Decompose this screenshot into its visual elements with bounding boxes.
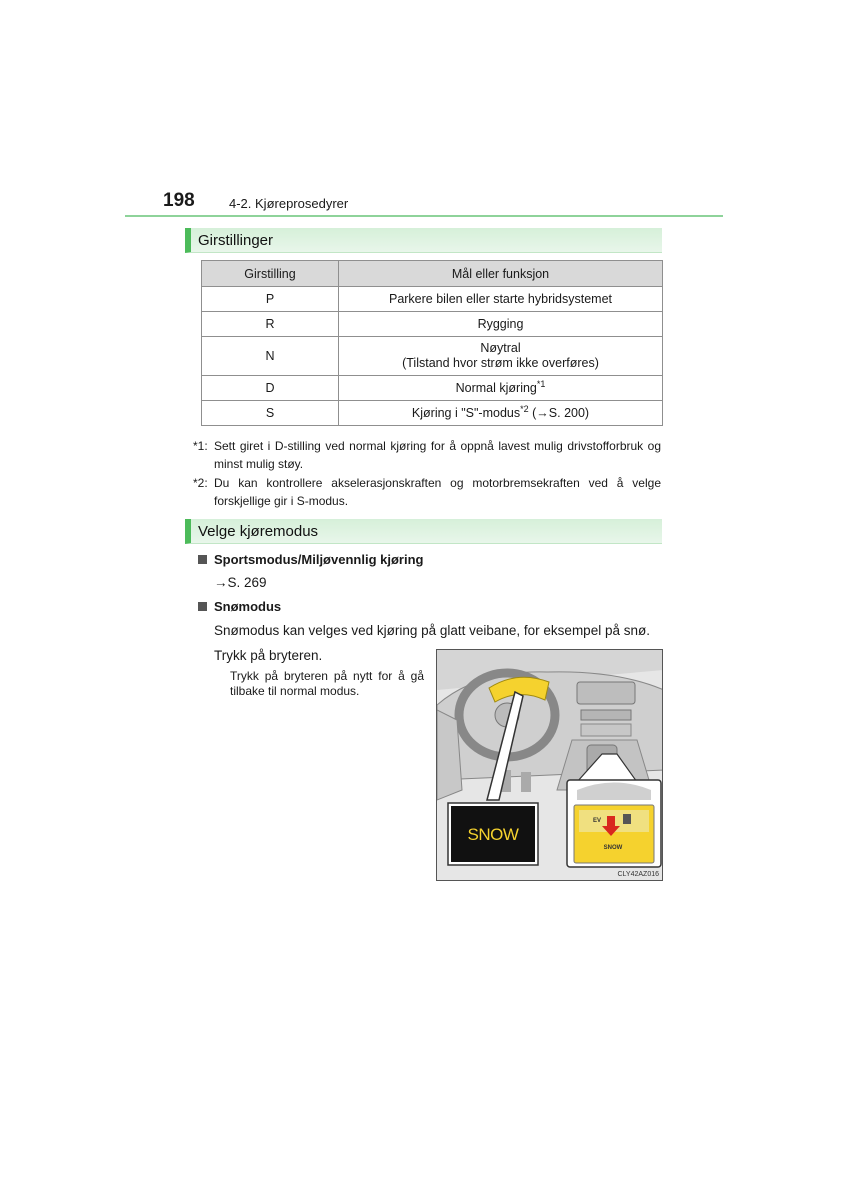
gear-function xyxy=(339,376,663,401)
bullet-sport-eco xyxy=(198,552,423,567)
footnote-mark: *2: xyxy=(193,476,208,490)
table-row xyxy=(202,401,663,426)
switch-snow-label: SNOW xyxy=(603,845,623,851)
footnote-1 xyxy=(193,437,661,473)
footnote-2 xyxy=(193,474,661,510)
sub-instruction-text: Trykk på bryteren på nytt for å gå tilbake til normal modus. xyxy=(230,669,424,698)
table-row xyxy=(202,376,663,401)
dashboard-illustration xyxy=(436,649,663,881)
bullet-square-icon xyxy=(198,555,207,564)
snow-mode-description: Snømodus kan velges ved kjøring på glatt veibane, for eksempel på snø. xyxy=(214,623,650,638)
page-reference: →S. 269 xyxy=(214,575,267,590)
bullet-snow-mode xyxy=(198,599,281,614)
dashboard-drawing xyxy=(437,650,663,881)
footnote-ref: *2 xyxy=(520,403,529,414)
table-row xyxy=(202,337,663,376)
gear-position: D xyxy=(202,376,339,401)
header-rule xyxy=(125,215,723,217)
bullet-heading: Sportsmodus/Miljøvennlig kjøring xyxy=(214,552,424,567)
gear-function: Rygging xyxy=(339,312,663,337)
gear-function xyxy=(339,337,663,376)
footnote-text: Du kan kontrollere akselerasjonskraften og motorbremsekraften ved å velge forskjellige gir i S-modus. xyxy=(214,476,661,508)
gear-function-line1: Nøytral xyxy=(480,341,521,355)
section-title: Velge kjøremodus xyxy=(198,523,319,540)
gear-function-text: Kjøring i "S"-modus xyxy=(411,406,521,420)
instruction-text: Trykk på bryteren. xyxy=(214,648,323,663)
figure-code: CLY42AZ016 xyxy=(617,871,659,878)
switch-ev-label: EV xyxy=(592,818,602,824)
footnote-mark: *1: xyxy=(193,439,208,453)
gear-position: N xyxy=(202,337,339,376)
table-header-row xyxy=(202,261,663,287)
table-row xyxy=(202,287,663,312)
gear-position: R xyxy=(202,312,339,337)
page-number: 198 xyxy=(163,190,195,211)
gear-position: P xyxy=(202,287,339,312)
gear-function: Parkere bilen eller starte hybridsystemet xyxy=(339,287,663,312)
gear-function-line2: (Tilstand hvor strøm ikke overføres) xyxy=(402,356,599,370)
footnote-ref: *1 xyxy=(536,378,546,389)
table-row xyxy=(202,312,663,337)
bullet-heading: Snømodus xyxy=(214,599,282,614)
gear-function xyxy=(339,401,663,426)
footnote-text: Sett giret i D-stilling ved normal kjøring for å oppnå lavest mulig drivstofforbruk og minst mulig støy. xyxy=(214,439,661,471)
chapter-title: 4-2. Kjøreprosedyrer xyxy=(229,196,349,211)
section-heading-drive-mode xyxy=(185,519,662,544)
gear-function-text: Normal kjøring xyxy=(455,381,537,395)
display-snow-text: SNOW xyxy=(467,825,519,844)
column-header-function: Mål eller funksjon xyxy=(339,261,663,287)
section-title: Girstillinger xyxy=(198,232,274,249)
gear-position: S xyxy=(202,401,339,426)
page-reference: (→S. 200) xyxy=(532,406,590,420)
section-heading-gear-positions xyxy=(185,228,662,253)
bullet-square-icon xyxy=(198,602,207,611)
column-header-position: Girstilling xyxy=(202,261,339,287)
gear-table xyxy=(201,260,663,426)
